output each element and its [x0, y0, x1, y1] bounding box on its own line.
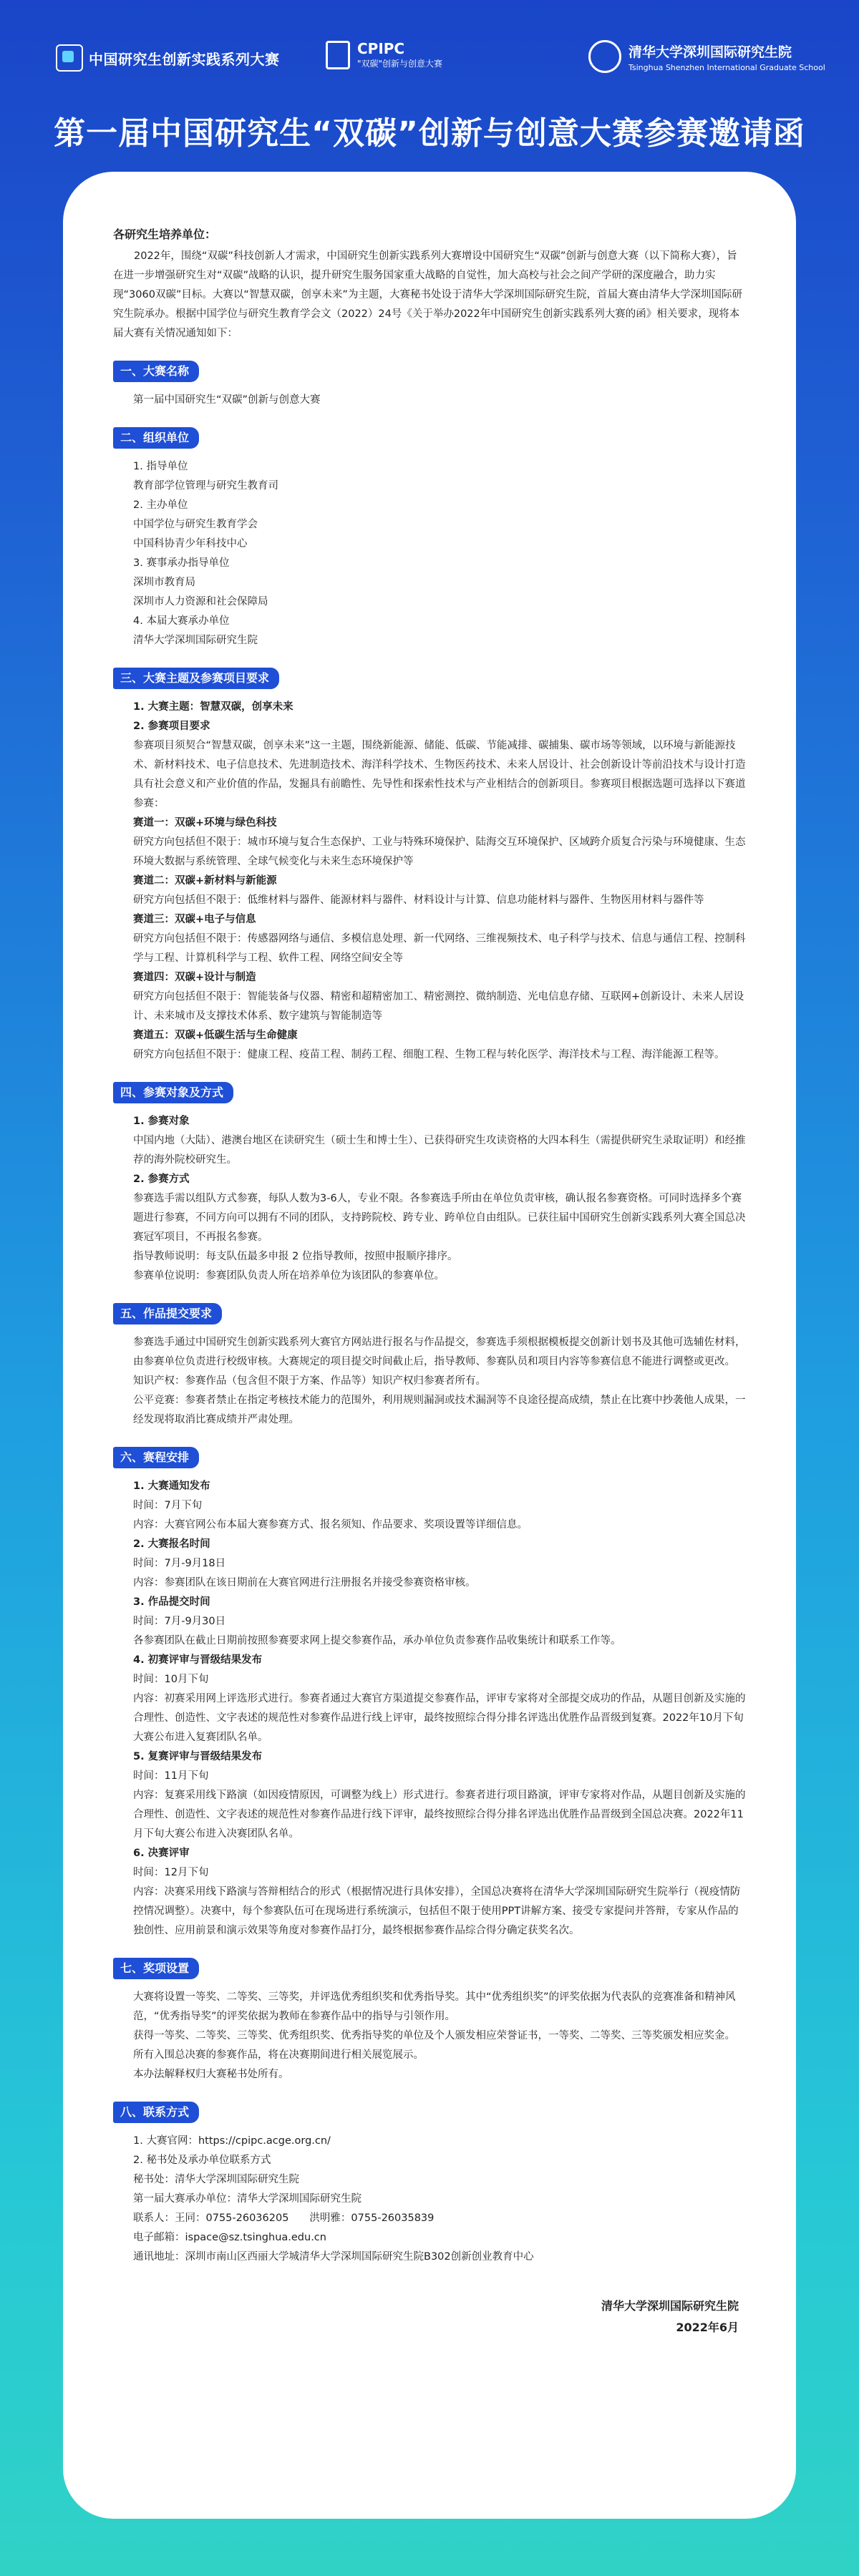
- paragraph: 公平竞赛：参赛者禁止在指定考核技术能力的范围外，利用规则漏洞或技术漏洞等不良途径提高成绩，禁止在比赛中抄袭他人成果，一经发现将取消比赛成绩并严肃处理。: [133, 1395, 746, 1425]
- section-line: 4. 本届大赛承办单位: [133, 615, 230, 627]
- tsinghua-logo-cn: 清华大学深圳国际研究生院: [629, 44, 792, 60]
- schedule-line: 时间：7月-9月18日: [133, 1558, 226, 1569]
- schedule-stage: 2. 大赛报名时间: [133, 1538, 210, 1550]
- contact-line: 联系人：王同：0755-26036205 洪明雅：0755-26035839: [133, 2212, 435, 2224]
- track-description: 研究方向包括但不限于：健康工程、疫苗工程、制药工程、细胞工程、生物工程与转化医学、海洋技术与工程、海洋能源工程等。: [133, 1049, 725, 1060]
- section-line: 中国学位与研究生教育学会: [133, 519, 258, 530]
- subheading: 1. 参赛对象: [133, 1116, 190, 1127]
- subheading: 2. 参赛项目要求: [133, 721, 210, 732]
- section-line: 深圳市教育局: [133, 577, 195, 588]
- section-heading: 二、组织单位: [113, 427, 199, 449]
- section-line: 清华大学深圳国际研究生院: [133, 635, 258, 646]
- contest-logo-icon: [326, 41, 350, 69]
- section-heading: 五、作品提交要求: [113, 1303, 222, 1324]
- paragraph: 参赛选手通过中国研究生创新实践系列大赛官方网站进行报名与作品提交，参赛选手须根据模板提交创新计划书及其他可选辅佐材料，由参赛单位负责进行校级审核。大赛规定的项目提交时间截止后，指导教师、参赛队员和项目内容等参赛信息不能进行调整或更改。: [133, 1337, 746, 1367]
- section-line: 教育部学位管理与研究生教育司: [133, 480, 278, 492]
- section-heading: 三、大赛主题及参赛项目要求: [113, 668, 279, 689]
- schedule-line: 内容：决赛采用线下路演与答辩相结合的形式（根据情况进行具体安排），全国总决赛将在清华大学深圳国际研究生院举行（视疫情防控情况调整）。决赛中，每个参赛队伍可在现场进行系统演示，包括但不限于使用PPT讲解方案、接受专家提问并答辩，专家从作品的独创性、应用前景和演示效果等角度对参赛作品打分，最终根据参赛作品综合得分确定获奖名次。: [133, 1886, 741, 1936]
- subheading: 2. 参赛方式: [133, 1174, 190, 1185]
- section-line: 中国科协青少年科技中心: [133, 538, 248, 550]
- contest-logo-title: CPIPC: [357, 40, 405, 57]
- signature-date: 2022年6月: [676, 2321, 739, 2334]
- track-description: 研究方向包括但不限于：低维材料与器件、能源材料与器件、材料设计与计算、信息功能材料与器件、生物医用材料与器件等: [133, 894, 704, 906]
- section-line: 1. 指导单位: [133, 461, 188, 472]
- section-heading: 七、奖项设置: [113, 1958, 199, 1979]
- section-line: 深圳市人力资源和社会保障局: [133, 596, 268, 608]
- paragraph: 参赛项目须契合“智慧双碳，创享未来”这一主题，围绕新能源、储能、低碳、节能减排、碳捕集、碳市场等领域，以环境与新能源技术、新材料技术、电子信息技术、先进制造技术、海洋科学技术、生物医药技术、未来人居设计、社会创新设计等前沿技术与设计打造具有社会意义和产业价值的作品，发掘具有前瞻性、先导性和探索性技术与产业相结合的创新项目。参赛项目根据选题可选择以下赛道参赛：: [133, 740, 746, 809]
- track-description: 研究方向包括但不限于：城市环境与复合生态保护、工业与特殊环境保护、陆海交互环境保护、区域跨介质复合污染与环境健康、生态环境大数据与系统管理、全球气候变化与未来生态环境保护等: [133, 836, 746, 867]
- contest-logo-subtitle: "双碳"创新与创意大赛: [357, 59, 443, 69]
- contact-line: 第一届大赛承办单位：清华大学深圳国际研究生院: [133, 2193, 361, 2205]
- header-bar: [0, 0, 859, 107]
- track-title: 赛道三：双碳+电子与信息: [133, 914, 256, 925]
- schedule-stage: 1. 大赛通知发布: [133, 1480, 210, 1492]
- schedule-line: 时间：7月下旬: [133, 1500, 203, 1511]
- paragraph: 知识产权：参赛作品（包含但不限于方案、作品等）知识产权归参赛者所有。: [133, 1375, 486, 1387]
- schedule-stage: 3. 作品提交时间: [133, 1596, 210, 1608]
- section-heading: 四、参赛对象及方式: [113, 1082, 233, 1103]
- page-title: 第一届中国研究生“双碳”创新与创意大赛参赛邀请函: [54, 115, 805, 152]
- greeting: 各研究生培养单位：: [113, 228, 217, 241]
- contact-line: 1. 大赛官网：https://cpipc.acge.org.cn/: [133, 2135, 331, 2147]
- tsinghua-sigs-logo: [588, 40, 825, 73]
- cpipc-contest-logo: [326, 40, 442, 69]
- signature-org: 清华大学深圳国际研究生院: [601, 2299, 739, 2313]
- invitation-card: [63, 172, 796, 2519]
- tsinghua-logo-en: Tsinghua Shenzhen International Graduate School: [629, 62, 825, 72]
- paragraph: 参赛单位说明：参赛团队负责人所在培养单位为该团队的参赛单位。: [133, 1270, 445, 1282]
- schedule-line: 内容：参赛团队在该日期前在大赛官网进行注册报名并接受参赛资格审核。: [133, 1577, 476, 1589]
- paragraph: 参赛选手需以组队方式参赛，每队人数为3-6人，专业不限。各参赛选手所由在单位负责审核，确认报名参赛资格。可同时选择多个赛题进行参赛，不同方向可以拥有不同的团队，支持跨院校、跨专业、跨单位自由组队。已获往届中国研究生创新实践系列大赛全国总决赛冠军项目，不再报名参赛。: [133, 1193, 746, 1243]
- section-heading: 一、大赛名称: [113, 361, 199, 382]
- section-line: 2. 主办单位: [133, 499, 188, 511]
- tsinghua-seal-icon: [588, 40, 621, 73]
- track-description: 研究方向包括但不限于：智能装备与仪器、精密和超精密加工、精密测控、微纳制造、光电信息存储、互联网+创新设计、未来人居设计、未来城市及支撑技术体系、数字建筑与智能制造等: [133, 991, 744, 1022]
- schedule-line: 时间：11月下旬: [133, 1770, 209, 1782]
- paragraph: 所有入围总决赛的参赛作品，将在决赛期间进行相关展览展示。: [133, 2049, 424, 2061]
- schedule-line: 时间：12月下旬: [133, 1867, 209, 1878]
- intro-paragraph: 2022年，围绕“双碳”科技创新人才需求，中国研究生创新实践系列大赛增设中国研究生“双碳”创新与创意大赛（以下简称大赛），旨在进一步增强研究生对“双碳”战略的认识，提升研究生服务国家重大战略的自觉性，加大高校与社会之间产学研的深度融合，助力实现“3060双碳”目标。大赛以“智慧双碳，创享未来”为主题，大赛秘书处设于清华大学深圳国际研究生院，首届大赛由清华大学深圳国际研究生院承办。根据中国学位与研究生教育学会文（2022）24号《关于举办2022年中国研究生创新实践系列大赛的函》相关要求，现将本届大赛有关情况通知如下：: [113, 250, 742, 339]
- track-title: 赛道四：双碳+设计与制造: [133, 972, 256, 983]
- track-title: 赛道一：双碳+环境与绿色科技: [133, 817, 277, 829]
- track-title: 赛道二：双碳+新材料与新能源: [133, 875, 277, 887]
- schedule-line: 内容：初赛采用网上评选形式进行。参赛者通过大赛官方渠道提交参赛作品，评审专家将对全部提交成功的作品，从题目创新及实施的合理性、创造性、文字表述的规范性对参赛作品进行线上评审，最终按照综合得分排名评选出优胜作品晋级到复赛。2022年10月下旬大赛公布进入复赛团队名单。: [133, 1693, 746, 1743]
- schedule-line: 各参赛团队在截止日期前按照参赛要求网上提交参赛作品，承办单位负责参赛作品收集统计和联系工作等。: [133, 1635, 621, 1646]
- section-line: 3. 赛事承办指导单位: [133, 557, 230, 569]
- track-title: 赛道五：双碳+低碳生活与生命健康: [133, 1030, 298, 1041]
- contact-line: 电子邮箱：ispace@sz.tsinghua.edu.cn: [133, 2232, 326, 2243]
- contact-line: 2. 秘书处及承办单位联系方式: [133, 2155, 271, 2166]
- track-description: 研究方向包括但不限于：传感器网络与通信、多模信息处理、新一代网络、三维视频技术、电子科学与技术、信息与通信工程、控制科学与工程、计算机科学与工程、软件工程、网络空间安全等: [133, 933, 746, 964]
- schedule-line: 时间：7月-9月30日: [133, 1616, 226, 1627]
- schedule-line: 时间：10月下旬: [133, 1674, 209, 1685]
- section-heading: 八、联系方式: [113, 2102, 199, 2123]
- subheading: 1. 大赛主题：智慧双碳，创享未来: [133, 701, 293, 713]
- schedule-stage: 6. 决赛评审: [133, 1848, 190, 1859]
- section-heading: 六、赛程安排: [113, 1447, 199, 1468]
- section-line: 第一届中国研究生“双碳”创新与创意大赛: [133, 394, 321, 406]
- contact-line: 秘书处：清华大学深圳国际研究生院: [133, 2174, 299, 2185]
- signature-block: [113, 2296, 746, 2338]
- paragraph: 指导教师说明：每支队伍最多申报 2 位指导教师，按照申报顺序排序。: [133, 1251, 458, 1262]
- schedule-stage: 5. 复赛评审与晋级结果发布: [133, 1751, 263, 1762]
- schedule-line: 内容：大赛官网公布本届大赛参赛方式、报名须知、作品要求、奖项设置等详细信息。: [133, 1519, 528, 1531]
- paragraph: 本办法解释权归大赛秘书处所有。: [133, 2069, 289, 2080]
- paragraph: 大赛将设置一等奖、二等奖、三等奖，并评选优秀组织奖和优秀指导奖。其中“优秀组织奖”的评奖依据为代表队的竞赛准备和精神风范，“优秀指导奖”的评奖依据为教师在参赛作品中的指导与引领作用。: [133, 1991, 736, 2022]
- paragraph: 获得一等奖、二等奖、三等奖、优秀组织奖、优秀指导奖的单位及个人颁发相应荣誉证书，一等奖、二等奖、三等奖颁发相应奖金。: [133, 2030, 735, 2041]
- paragraph: 中国内地（大陆）、港澳台地区在读研究生（硕士生和博士生）、已获得研究生攻读资格的大四本科生（需提供研究生录取证明）和经推荐的海外院校研究生。: [133, 1135, 746, 1166]
- series-logo-text: 中国研究生创新实践系列大赛: [89, 50, 280, 68]
- contact-line: 通讯地址：深圳市南山区西丽大学城清华大学深圳国际研究生院B302创新创业教育中心: [133, 2251, 534, 2263]
- schedule-line: 内容：复赛采用线下路演（如因疫情原因，可调整为线上）形式进行。参赛者进行项目路演，评审专家将对作品，从题目创新及实施的合理性、创造性、文字表述的规范性对参赛作品进行线下评审，最终按照综合得分排名评选出优胜作品晋级到全国总决赛。2022年11月下旬大赛公布进入决赛团队名单。: [133, 1790, 746, 1840]
- series-logo-icon: [56, 44, 83, 72]
- cpipc-series-logo: [56, 44, 280, 72]
- schedule-stage: 4. 初赛评审与晋级结果发布: [133, 1654, 263, 1666]
